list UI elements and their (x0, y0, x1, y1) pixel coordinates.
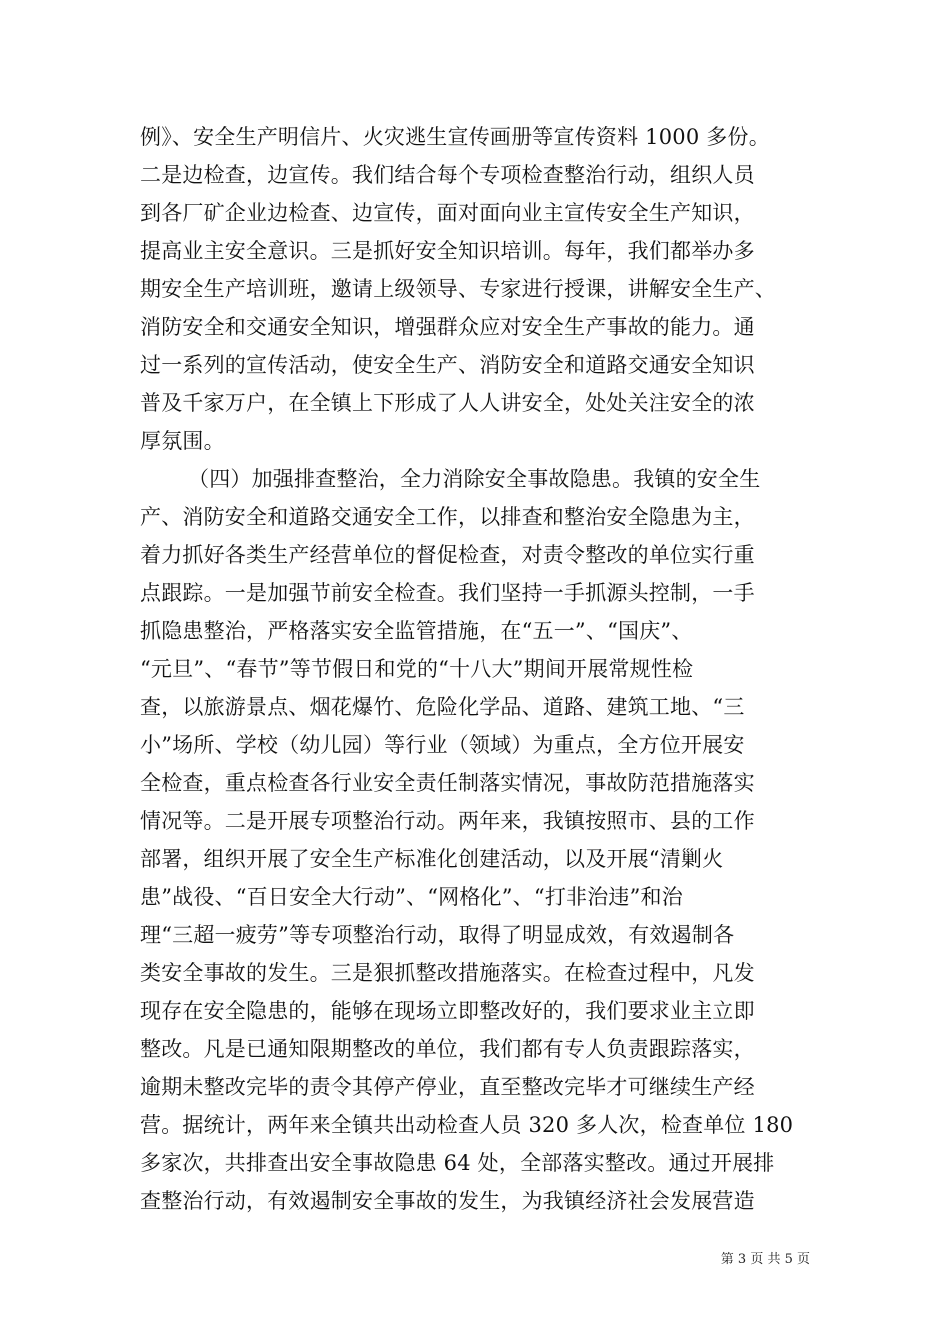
text-line: 普及千家万户，在全镇上下形成了人人讲安全，处处关注安全的浓 (140, 391, 755, 415)
section-heading-line: （四）加强排查整治，全力消除安全事故隐患。我镇的安全生 (188, 467, 761, 491)
text-line: 点跟踪。一是加强节前安全检查。我们坚持一手抓源头控制，一手 (140, 581, 755, 605)
page-number: 第 3 页 共 5 页 (720, 1252, 810, 1267)
text-line: 情况等。二是开展专项整治行动。两年来，我镇按照市、县的工作 (140, 809, 755, 833)
text-line: 营。据统计，两年来全镇共出动检查人员 320 多人次，检查单位 180 (140, 1113, 794, 1137)
text-line: “元旦”、“春节”等节假日和党的“十八大”期间开展常规性检 (140, 657, 694, 681)
text-line: 查，以旅游景点、烟花爆竹、危险化学品、道路、建筑工地、“三 (140, 695, 745, 719)
text-line: 小”场所、学校（幼儿园）等行业（领域）为重点，全方位开展安 (140, 733, 745, 757)
text-line: 理“三超一疲劳”等专项整治行动，取得了明显成效，有效遏制各 (140, 923, 735, 947)
text-line: 整改。凡是已通知限期整改的单位，我们都有专人负责跟踪落实， (140, 1037, 755, 1061)
text-line: 部署，组织开展了安全生产标准化创建活动，以及开展“清剿火 (140, 847, 724, 871)
text-line: 例》、安全生产明信片、火灾逃生宣传画册等宣传资料 1000 多份。 (140, 125, 770, 149)
text-line: 厚氛围。 (140, 429, 225, 453)
text-line: 到各厂矿企业边检查、边宣传，面对面向业主宣传安全生产知识， (140, 201, 755, 225)
text-line: 着力抓好各类生产经营单位的督促检查，对责令整改的单位实行重 (140, 543, 755, 567)
text-line: 二是边检查，边宣传。我们结合每个专项检查整治行动，组织人员 (140, 163, 755, 187)
text-line: 逾期未整改完毕的责令其停产停业，直至整改完毕才可继续生产经 (140, 1075, 755, 1099)
text-line: 现存在安全隐患的，能够在现场立即整改好的，我们要求业主立即 (140, 999, 755, 1023)
text-line: 类安全事故的发生。三是狠抓整改措施落实。在检查过程中，凡发 (140, 961, 755, 985)
text-line: 期安全生产培训班，邀请上级领导、专家进行授课，讲解安全生产、 (140, 277, 776, 301)
text-line: 全检查，重点检查各行业安全责任制落实情况，事故防范措施落实 (140, 771, 755, 795)
text-line: 过一系列的宣传活动，使安全生产、消防安全和道路交通安全知识 (140, 353, 755, 377)
document-body (140, 118, 830, 1220)
text-line: 多家次，共排查出安全事故隐患 64 处，全部落实整改。通过开展排 (140, 1151, 775, 1175)
text-line: 患”战役、“百日安全大行动”、“网格化”、“打非治违”和治 (140, 885, 683, 909)
text-line: 查整治行动，有效遏制安全事故的发生，为我镇经济社会发展营造 (140, 1189, 755, 1213)
text-line: 产、消防安全和道路交通安全工作，以排查和整治安全隐患为主， (140, 505, 755, 529)
text-line: 抓隐患整治，严格落实安全监管措施，在“五一”、“国庆”、 (140, 619, 693, 643)
text-line: 消防安全和交通安全知识，增强群众应对安全生产事故的能力。通 (140, 315, 755, 339)
text-line: 提高业主安全意识。三是抓好安全知识培训。每年，我们都举办多 (140, 239, 755, 263)
